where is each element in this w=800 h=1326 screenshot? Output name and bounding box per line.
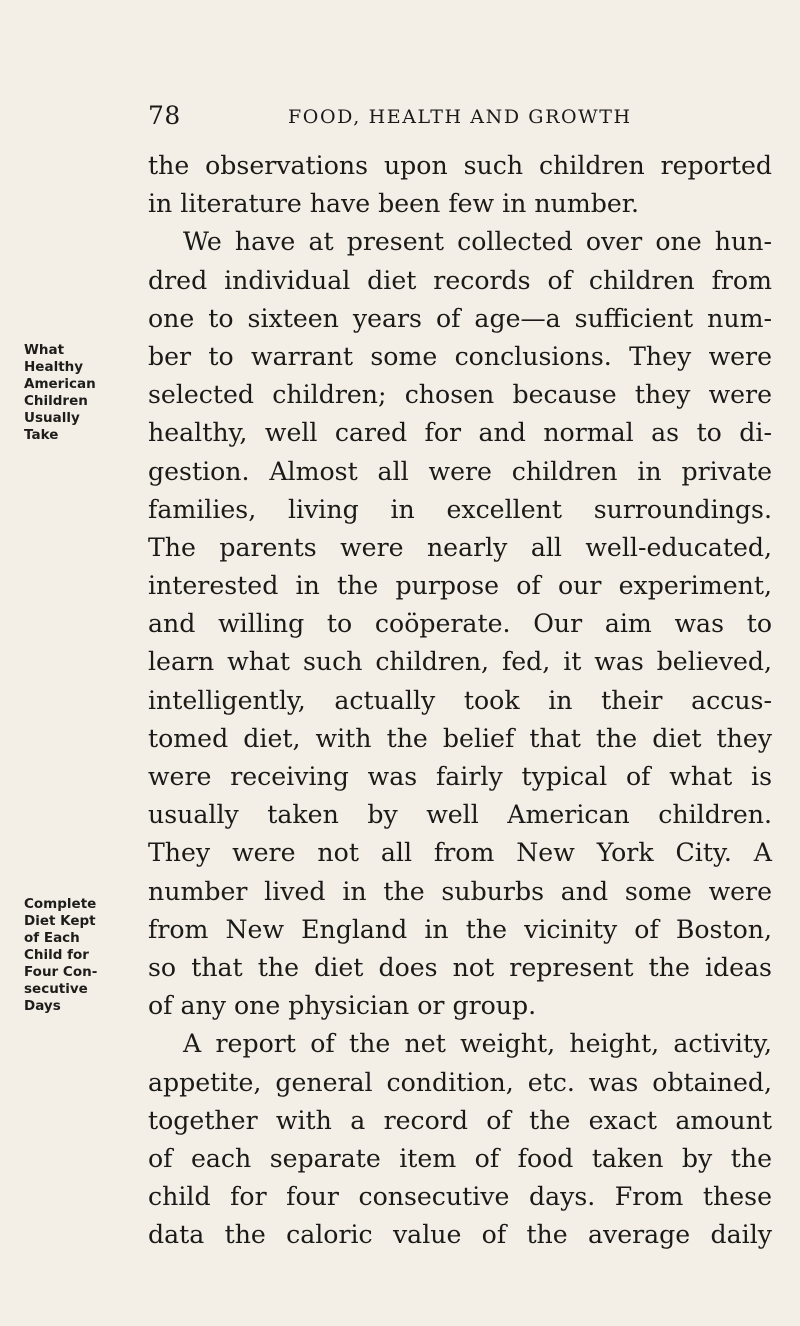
text-line: gestion. Almost all were children in private xyxy=(148,456,772,486)
text-line: A report of the net weight, height, activity, xyxy=(183,1029,772,1059)
page-number: 78 xyxy=(148,101,181,130)
margin-note-line: of Each xyxy=(24,930,80,946)
running-head: FOOD, HEALTH AND GROWTH xyxy=(288,106,632,128)
text-line: We have at present collected over one hun- xyxy=(183,227,772,257)
text-line: appetite, general condition, etc. was obtained, xyxy=(148,1067,772,1097)
text-line: intelligently, actually took in their accus- xyxy=(148,685,772,715)
margin-note-line: American xyxy=(24,376,96,392)
margin-note-line: What xyxy=(24,342,65,358)
margin-note-line: Usually xyxy=(24,410,80,426)
text-line: were receiving was fairly typical of what is xyxy=(148,762,772,791)
text-line: of each separate item of food taken by the xyxy=(148,1143,772,1173)
margin-note-line: Take xyxy=(24,427,59,443)
margin-note-complete-diet xyxy=(24,896,134,1015)
page-header xyxy=(148,101,768,135)
text-line: of any one physician or group. xyxy=(148,991,537,1021)
text-line: tomed diet, with the belief that the diet they xyxy=(148,723,772,753)
text-line: the observations upon such children reported xyxy=(148,151,772,180)
text-line: They were not all from New York City. A xyxy=(148,838,772,868)
text-line: in literature have been few in number. xyxy=(148,189,640,219)
text-line: data the caloric value of the average daily xyxy=(148,1220,772,1250)
text-line: The parents were nearly all well-educated, xyxy=(148,532,772,562)
text-line: so that the diet does not represent the ideas xyxy=(148,952,772,982)
text-line: child for four consecutive days. From these xyxy=(148,1182,772,1212)
margin-note-line: Healthy xyxy=(24,359,84,375)
text-line: number lived in the suburbs and some were xyxy=(148,876,772,906)
body-text xyxy=(148,147,772,1254)
margin-note-line: Four Con- xyxy=(24,964,98,980)
text-line: interested in the purpose of our experiment, xyxy=(148,571,772,601)
text-line: together with a record of the exact amount xyxy=(148,1105,772,1135)
text-line: dred individual diet records of children from xyxy=(148,265,772,295)
text-line: ber to warrant some conclusions. They were xyxy=(148,341,772,371)
margin-note-line: secutive xyxy=(24,981,88,997)
margin-note-line: Complete xyxy=(24,896,97,912)
margin-note-line: Child for xyxy=(24,947,89,963)
text-line: from New England in the vicinity of Boston, xyxy=(148,914,772,944)
text-line: selected children; chosen because they were xyxy=(148,380,772,410)
text-line: usually taken by well American children. xyxy=(148,800,772,830)
margin-note-line: Children xyxy=(24,393,88,409)
text-line: one to sixteen years of age—a sufficient num- xyxy=(148,303,772,333)
margin-note-healthy-children xyxy=(24,342,134,444)
text-line: and willing to coöperate. Our aim was to xyxy=(148,609,772,639)
margin-note-line: Diet Kept xyxy=(24,913,96,929)
text-line: healthy, well cared for and normal as to di- xyxy=(148,418,772,448)
text-line: families, living in excellent surroundings. xyxy=(148,494,772,524)
margin-note-line: Days xyxy=(24,998,61,1014)
text-line: learn what such children, fed, it was believed, xyxy=(148,647,772,677)
